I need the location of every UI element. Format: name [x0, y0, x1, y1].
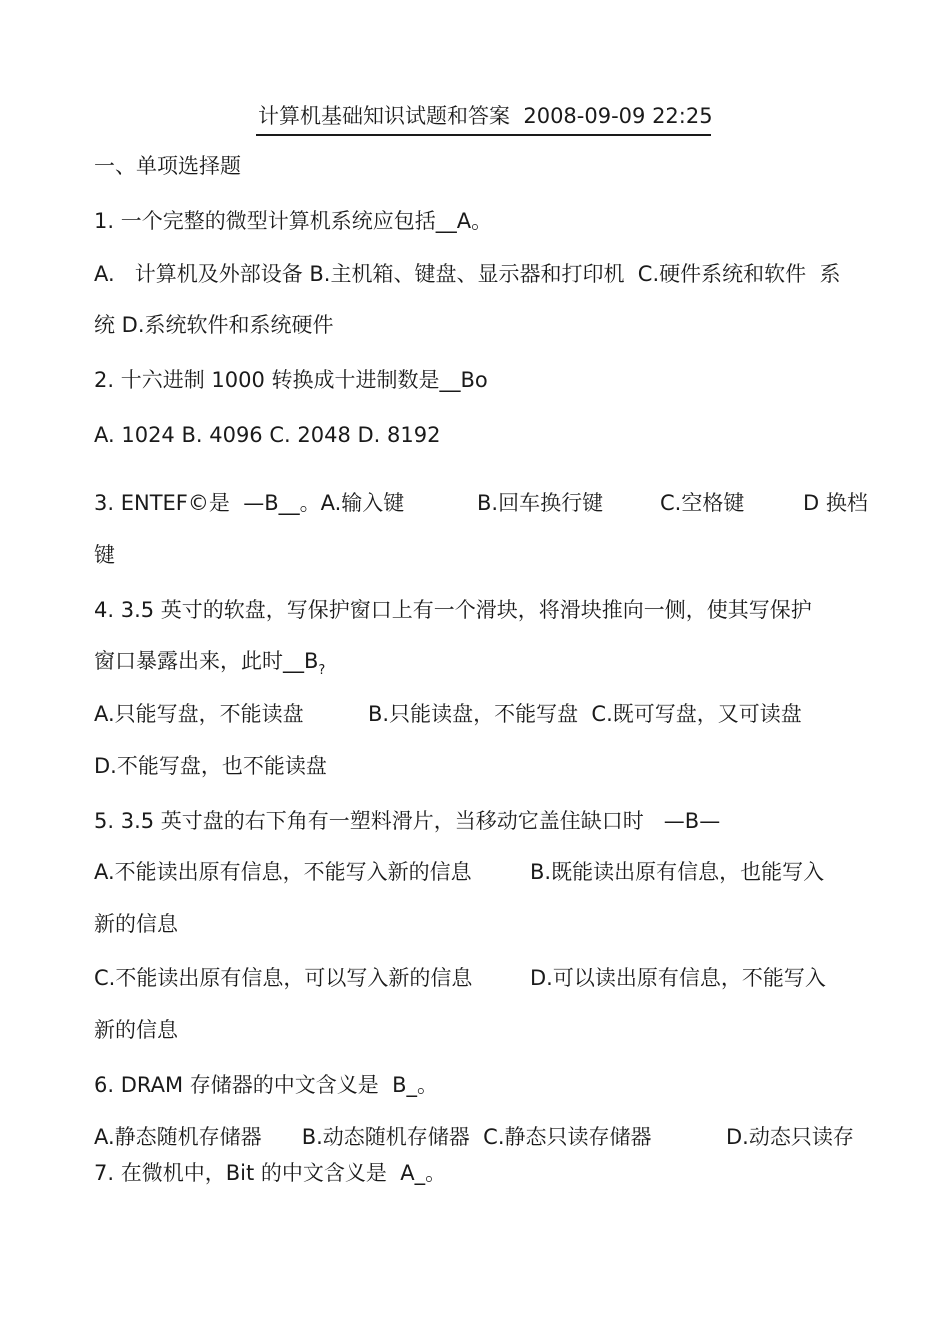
section-heading: 一、单项选择题 [94, 154, 241, 178]
question-4-option-d: D.不能写盘，也不能读盘 [94, 754, 327, 778]
question-1: 1. 一个完整的微型计算机系统应包括__A。 [94, 209, 493, 233]
question-2-options: A. 1024 B. 4096 C. 2048 D. 8192 [94, 423, 441, 447]
question-2: 2. 十六进制 1000 转换成十进制数是__Bo [94, 368, 488, 392]
question-5-option-d: D.可以读出原有信息，不能写入 [530, 966, 826, 990]
question-3-option-c: C.空格键 [660, 491, 745, 515]
question-5-option-b-continuation: 新的信息 [94, 912, 178, 936]
question-4-line2 [94, 647, 325, 685]
question-6-option-d: D.动态只读存 [726, 1125, 854, 1149]
question-4-mark: ? [318, 663, 326, 678]
question-1-options-line2: 统 D.系统软件和系统硬件 [94, 313, 334, 337]
question-5-option-b: B.既能读出原有信息，也能写入 [530, 860, 825, 884]
question-3-continuation: 键 [94, 543, 115, 567]
question-3-option-d: D 换档 [803, 491, 868, 515]
question-6-options-abc: A.静态随机存储器 B.动态随机存储器 C.静态只读存储器 [94, 1125, 652, 1149]
question-7: 7. 在微机中，Bit 的中文含义是 A_。 [94, 1161, 447, 1185]
question-4-options-bc: B.只能读盘，不能写盘 C.既可写盘，又可读盘 [368, 702, 802, 726]
question-5-option-c: C.不能读出原有信息，可以写入新的信息 [94, 966, 473, 990]
question-6: 6. DRAM 存储器的中文含义是 B_。 [94, 1073, 439, 1097]
question-4-line2-text: 窗口暴露出来，此时__B [94, 649, 319, 673]
question-3-part1: 3. ENTEF©是 —B__。A.输入键 [94, 491, 405, 515]
document-title: 计算机基础知识试题和答案 2008-09-09 22:25 [258, 104, 713, 128]
question-5-option-d-continuation: 新的信息 [94, 1018, 178, 1042]
title-underline [256, 134, 711, 136]
question-4-line1: 4. 3.5 英寸的软盘，写保护窗口上有一个滑块，将滑块推向一侧，使其写保护 [94, 598, 812, 622]
question-5: 5. 3.5 英寸盘的右下角有一塑料滑片，当移动它盖住缺口时 —B— [94, 809, 721, 833]
question-1-options-line1: A. 计算机及外部设备 B.主机箱、键盘、显示器和打印机 C.硬件系统和软件 系 [94, 262, 841, 286]
question-4-option-a: A.只能写盘，不能读盘 [94, 702, 304, 726]
question-5-option-a: A.不能读出原有信息，不能写入新的信息 [94, 860, 472, 884]
question-3-option-b: B.回车换行键 [477, 491, 604, 515]
